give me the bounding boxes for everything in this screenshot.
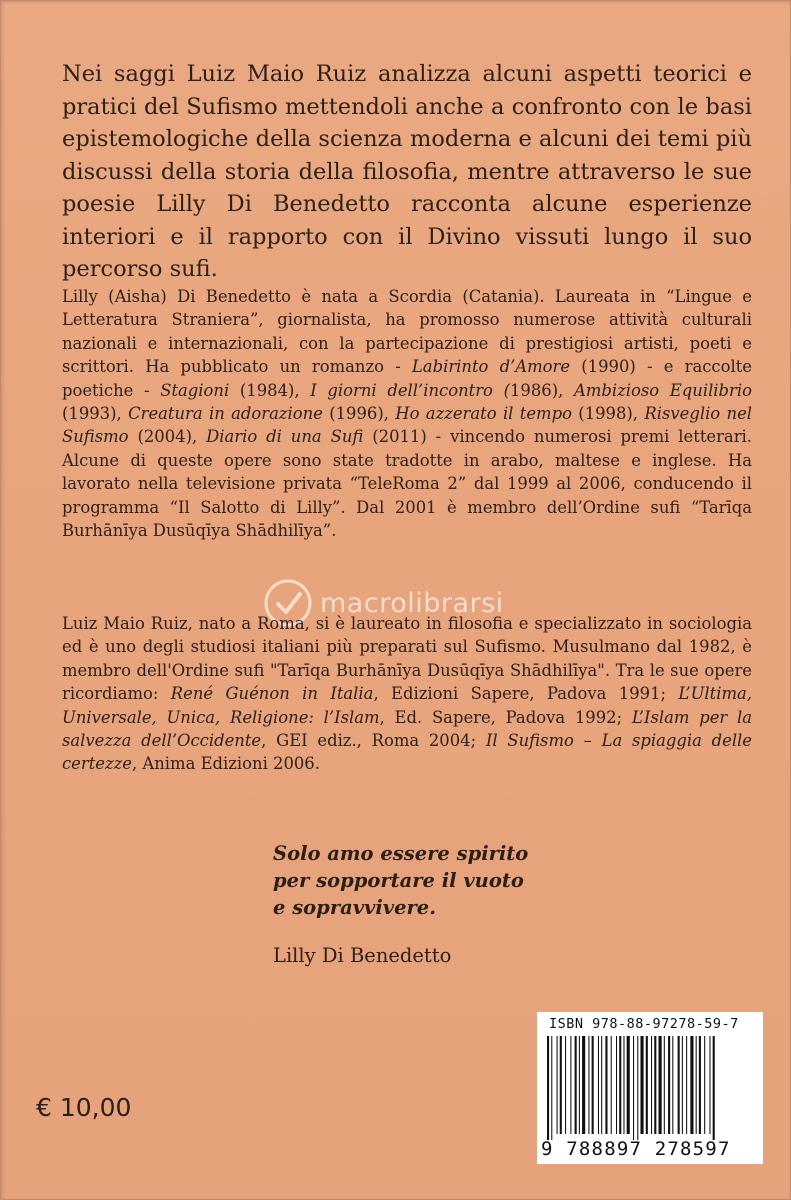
barcode-bar <box>579 1036 580 1134</box>
bio-text: (1993), <box>62 404 129 424</box>
barcode-bar <box>570 1036 571 1134</box>
barcode-bar <box>616 1036 617 1134</box>
watermark-text: macrolibrarsi <box>320 587 504 619</box>
work-title: Il Sufismo – La spiaggia delle certezze <box>62 731 753 774</box>
barcode-bar <box>637 1036 638 1140</box>
isbn-text: ISBN 978-88-97278-59-7 <box>549 1016 739 1032</box>
barcode-bar <box>651 1036 652 1134</box>
bio-text: 1986), <box>510 380 574 400</box>
work-title: Diario di una Sufi <box>206 427 364 447</box>
barcode-bar <box>664 1036 665 1134</box>
bio-text: , GEI ediz., Roma 2004; <box>261 731 486 751</box>
barcode-bar <box>547 1036 549 1140</box>
barcode-bar <box>713 1036 715 1140</box>
poem-author: Lilly Di Benedetto <box>273 944 452 967</box>
barcode-bar <box>601 1036 602 1134</box>
barcode-bar <box>565 1036 566 1134</box>
barcode-bar <box>672 1036 673 1134</box>
poem-line: Solo amo essere spirito <box>273 842 529 865</box>
price-label: € 10,00 <box>36 1093 132 1122</box>
barcode-bar <box>560 1036 562 1134</box>
barcode-bar <box>699 1036 701 1134</box>
work-title: Risveglio nel Sufismo <box>62 404 753 447</box>
work-title: Ho azzerato il tempo <box>395 404 572 424</box>
barcode-bar <box>668 1036 670 1134</box>
work-title: I giorni dell’incontro ( <box>310 380 510 400</box>
barcode-bar <box>678 1036 680 1134</box>
work-title: L’Ultima, Universale, Unica, Religione: l’Islam <box>62 684 752 727</box>
barcode-bar <box>588 1036 589 1134</box>
barcode-bar <box>582 1036 585 1134</box>
barcode-bar <box>640 1036 643 1134</box>
bio-text: (1984), <box>229 380 311 400</box>
bio-text: , Edizioni Sapere, Padova 1991; <box>373 684 679 704</box>
work-title: Ambizioso Equilibrio <box>574 380 752 400</box>
barcode-bars <box>545 1036 755 1140</box>
barcode-bar <box>605 1036 607 1134</box>
author-bio-maio-ruiz <box>62 612 752 776</box>
barcode-bar <box>690 1036 693 1134</box>
bio-text: , Anima Edizioni 2006. <box>131 754 320 774</box>
barcode-bar <box>627 1036 630 1134</box>
barcode-panel <box>537 1012 763 1164</box>
barcode-bar <box>696 1036 697 1134</box>
barcode-bar <box>646 1036 648 1134</box>
bio-text: (2004), <box>128 427 207 447</box>
bio-text: Luiz Maio Ruiz, nato a Roma, si è laureato in filosofia e specializzato in sociologia ed è uno degli studiosi italiani più preparati sul Sufismo. Musulmano dal 1982, è membro dell'Ordine sufi "Tarīqa Burhānīya Dusūqīya Shādhilīya". Tra le sue opere ricordiamo: <box>62 614 752 704</box>
blurb-text: Nei saggi Luiz Maio Ruiz analizza alcuni aspetti teorici e pratici del Sufismo mettendoli anche a confronto con le basi epistemologiche della scienza moderna e alcuni dei temi più discussi della storia della filosofia, mentre attraverso le sue poesie Lilly Di Benedetto racconta alcune esperienze interiori e il rapporto con il Divino vissuti lungo il suo percorso sufi. <box>62 61 752 282</box>
barcode-bar <box>575 1036 577 1134</box>
bio-text: (2011) - vincendo numerosi premi letterari. Alcune di queste opere sono state tradotte in arabo, maltese e inglese. Ha lavorato nella televisione privata “TeleRoma 2” dal 1999 al 2006, conducendo il programma “Il Salotto di Lilly”. Dal 2001 è membro dell’Ordine sufi “Tarīqa Burhānīya Dusūqīya Shādhilīya”. <box>62 427 752 541</box>
barcode-bar <box>611 1036 612 1134</box>
bio-text: (1998), <box>571 404 645 424</box>
barcode-bar <box>633 1036 634 1140</box>
barcode-bar <box>598 1036 599 1134</box>
bio-text: , Ed. Sapere, Padova 1992; <box>379 707 632 727</box>
bio-text: (1996), <box>322 404 396 424</box>
barcode-bar <box>686 1036 687 1134</box>
barcode-bar <box>709 1036 710 1134</box>
author-bio-di-benedetto <box>62 285 752 542</box>
barcode-bar <box>654 1036 656 1134</box>
work-title: Labirinto d’Amore <box>411 357 571 377</box>
barcode-bar <box>619 1036 621 1134</box>
work-title: L’Islam per la salvezza dell’Occidente <box>62 707 752 751</box>
work-title: René Guénon in Italia <box>170 684 374 704</box>
barcode-bar <box>557 1036 558 1134</box>
barcode-bar <box>623 1036 624 1134</box>
bio-text: Lilly (Aisha) Di Benedetto è nata a Scordia (Catania). Laureata in “Lingue e Letteratura Straniera”, giornalista, ha promosso numerose attività culturali nazionali e internazionali, con la partecipazione di prestigiosi artisti, poeti e scrittori. Ha pubblicato un romanzo - <box>62 287 752 377</box>
work-title: Stagioni <box>160 380 230 400</box>
poem-quote <box>273 840 593 921</box>
barcode-bar <box>551 1036 552 1140</box>
bio-text: (1990) - e raccolte poetiche - <box>62 357 752 400</box>
barcode-bar <box>682 1036 683 1134</box>
barcode-bar <box>592 1036 594 1134</box>
poem-line: e sopravvivere. <box>273 896 436 919</box>
poem-line: per sopportare il vuoto <box>273 869 524 892</box>
barcode-bar <box>704 1036 705 1134</box>
barcode-bar <box>659 1036 662 1134</box>
work-title: Creatura in adorazione <box>128 404 323 424</box>
ean-digits: 9 788897 278597 <box>541 1138 731 1160</box>
